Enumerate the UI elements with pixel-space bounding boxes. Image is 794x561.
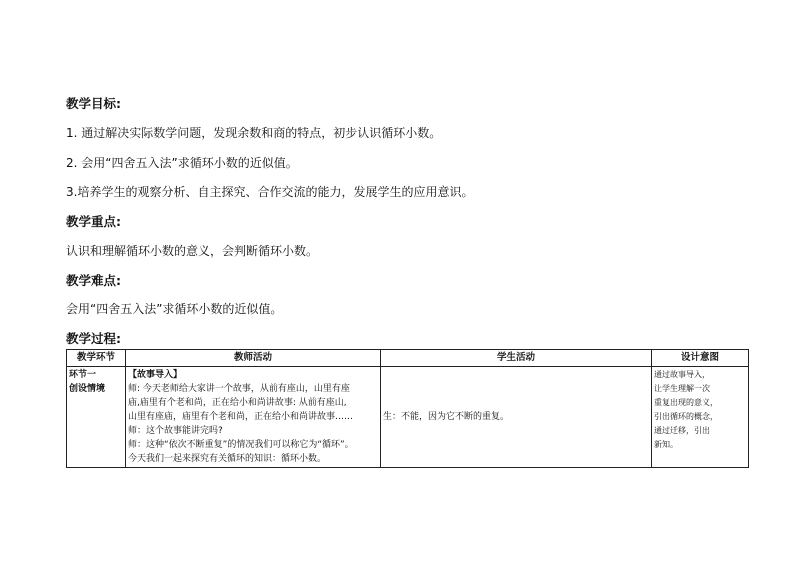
objective-item-2: 2. 会用“四舍五入法”求循环小数的近似值。	[66, 156, 298, 170]
student-activity-cell	[381, 367, 652, 468]
difficulties-heading: 教学难点:	[66, 273, 121, 288]
objective-item-1: 1. 通过解决实际数学问题，发现余数和商的特点，初步认识循环小数。	[66, 126, 442, 140]
stage-line: 环节一	[69, 370, 97, 380]
table-row	[67, 367, 749, 468]
teaching-process-table	[66, 349, 749, 468]
key-points-heading: 教学重点:	[66, 214, 121, 229]
teacher-activity-cell	[126, 367, 381, 468]
column-header-design: 设计意图	[652, 350, 749, 367]
objective-item-3: 3.培养学生的观察分析、自主探究、合作交流的能力，发展学生的应用意识。	[66, 185, 474, 199]
design-line: 引出循环的概念，	[654, 412, 718, 421]
process-heading: 教学过程:	[66, 331, 121, 346]
teacher-line: 今天我们一起来探究有关循环的知识：循环小数。	[128, 454, 327, 464]
teacher-line: 师: 今天老师给大家讲一个故事，从前有座山，山里有座	[128, 384, 350, 394]
stage-line: 创设情境	[69, 384, 106, 394]
teacher-line: 师：这个故事能讲完吗?	[128, 426, 223, 436]
student-activity-text: 生：不能，因为它不断的重复。	[383, 412, 510, 422]
design-line: 通过迁移，引出	[654, 426, 710, 435]
objectives-heading: 教学目标:	[66, 96, 121, 111]
teacher-line: 庙,庙里有个老和尚，正在给小和尚讲故事: 从前有座山,	[128, 398, 347, 408]
key-points-text: 认识和理解循环小数的意义，会判断循环小数。	[66, 244, 319, 258]
design-line: 让学生理解一次	[654, 384, 710, 393]
difficulties-text: 会用“四舍五入法”求循环小数的近似值。	[66, 302, 283, 316]
design-line: 新知。	[654, 440, 678, 449]
column-header-teacher: 教师活动	[126, 350, 381, 367]
design-intent-cell	[652, 367, 749, 468]
design-line: 重复出现的意义，	[654, 398, 718, 407]
teacher-line: 师：这种“依次不断重复”的情况我们可以称它为“循环”。	[128, 440, 354, 450]
teacher-line: 【故事导入】	[128, 370, 183, 380]
design-line: 通过故事导入，	[654, 370, 710, 379]
column-header-student: 学生活动	[381, 350, 652, 367]
table-header-row	[67, 350, 749, 367]
teacher-line: 山里有座庙，庙里有个老和尚，正在给小和尚讲故事……	[128, 412, 354, 422]
column-header-stage: 教学环节	[67, 350, 126, 367]
stage-cell	[67, 367, 126, 468]
